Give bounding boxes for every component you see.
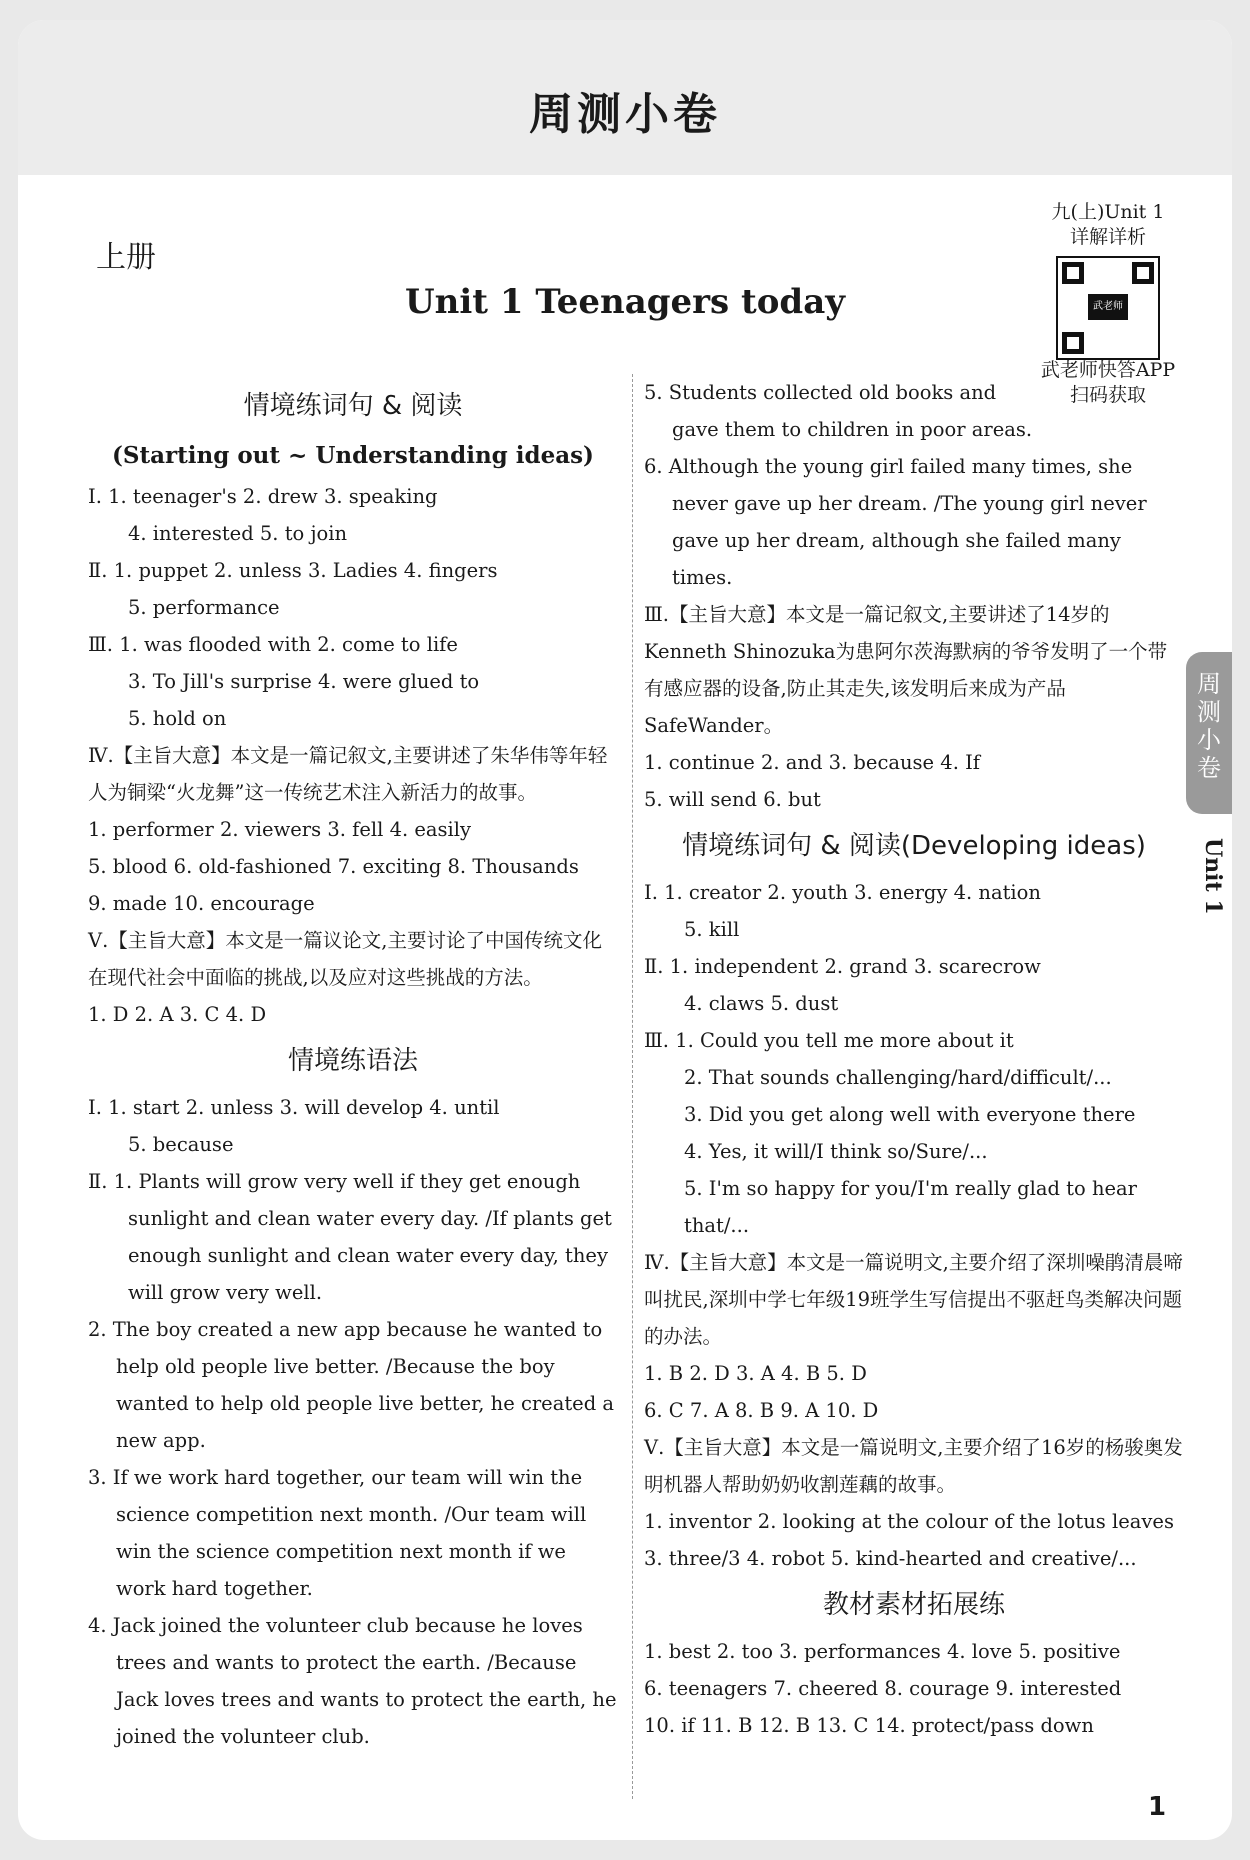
answer-line: 1. performer 2. viewers 3. fell 4. easily bbox=[88, 818, 472, 841]
section-heading: 教材素材拓展练 bbox=[822, 1590, 1005, 1620]
answer-line: 5. performance bbox=[128, 596, 280, 619]
qr-finder bbox=[1132, 262, 1154, 284]
answer-line: Ⅰ. 1. teenager's 2. drew 3. speaking bbox=[88, 485, 438, 508]
answer-line: 4. Yes, it will/I think so/Sure/... bbox=[684, 1140, 988, 1163]
answer-sentence: Ⅱ. 1. Plants will grow very well if they get enough sunlight and clean water every day. /If plants get enough sunlight and clean water every day, they will grow very well. bbox=[88, 1170, 612, 1304]
left-column bbox=[88, 378, 618, 1755]
answer-line: 10. if 11. B 12. B 13. C 14. protect/pass down bbox=[644, 1714, 1094, 1737]
answer-line: 1. B 2. D 3. A 4. B 5. D bbox=[644, 1362, 867, 1385]
answer-line: 4. claws 5. dust bbox=[684, 992, 839, 1015]
qr-caption-line: 武老师快答APP bbox=[1040, 359, 1176, 381]
unit-title: Unit 1 Teenagers today bbox=[405, 282, 845, 322]
summary-paragraph: Ⅳ.【主旨大意】本文是一篇说明文,主要介绍了深圳噪鹃清晨啼叫扰民,深圳中学七年级19班学生写信提出不驱赶鸟类解决问题的办法。 bbox=[644, 1251, 1183, 1348]
qr-finder bbox=[1062, 262, 1084, 284]
answer-sentence: 3. If we work hard together, our team will win the science competition next month. /Our team will win the science competition next month if we work hard together. bbox=[88, 1466, 587, 1600]
answer-sentence: 6. Although the young girl failed many times, she never gave up her dream. /The young girl never gave up her dream, although she failed many times. bbox=[644, 455, 1147, 589]
answer-line: 3. Did you get along well with everyone there bbox=[684, 1103, 1136, 1126]
answer-line: 3. three/3 4. robot 5. kind-hearted and creative/... bbox=[644, 1547, 1137, 1570]
answer-line: 3. To Jill's surprise 4. were glued to bbox=[128, 670, 480, 693]
answer-line: 2. That sounds challenging/hard/difficult/... bbox=[684, 1066, 1112, 1089]
answer-line: 5. I'm so happy for you/I'm really glad to hear that/... bbox=[684, 1177, 1138, 1237]
section-subheading: (Starting out ~ Understanding ideas) bbox=[112, 442, 594, 469]
side-unit-label: Unit 1 bbox=[1200, 838, 1226, 915]
answer-sentence: 2. The boy created a new app because he wanted to help old people live better. /Because the boy wanted to help old people live better, he created a new app. bbox=[88, 1318, 615, 1452]
answer-line: 6. teenagers 7. cheered 8. courage 9. interested bbox=[644, 1677, 1122, 1700]
answer-line: 5. will send 6. but bbox=[644, 788, 821, 811]
qr-caption-line: 九(上)Unit 1 bbox=[1051, 201, 1165, 223]
page-number: 1 bbox=[1148, 1792, 1167, 1822]
qr-badge: 武老师 bbox=[1088, 294, 1128, 320]
section-tag: 上册 bbox=[96, 240, 156, 275]
qr-caption-top bbox=[1023, 200, 1193, 250]
summary-paragraph: Ⅲ.【主旨大意】本文是一篇记叙文,主要讲述了14岁的Kenneth Shinozuka为患阿尔茨海默病的爷爷发明了一个带有感应器的设备,防止其走失,该发明后来成为产品SafeWander。 bbox=[644, 603, 1168, 737]
answer-line: Ⅲ. 1. Could you tell me more about it bbox=[644, 1029, 1014, 1052]
answer-sentence: 4. Jack joined the volunteer club because he loves trees and wants to protect the earth. /Because Jack loves trees and wants to protect the earth, he joined the volunteer club. bbox=[88, 1614, 617, 1748]
answer-line: Ⅰ. 1. creator 2. youth 3. energy 4. nation bbox=[644, 881, 1041, 904]
answer-line: Ⅱ. 1. puppet 2. unless 3. Ladies 4. fingers bbox=[88, 559, 498, 582]
qr-caption-line: 扫码获取 bbox=[1069, 384, 1146, 406]
side-tab[interactable] bbox=[1186, 652, 1232, 814]
section-heading: 情境练词句 & 阅读(Developing ideas) bbox=[682, 831, 1146, 861]
answer-line: Ⅲ. 1. was flooded with 2. come to life bbox=[88, 633, 458, 656]
qr-finder bbox=[1062, 332, 1084, 354]
answer-line: 5. kill bbox=[684, 918, 740, 941]
side-tab-label: 周测小卷 bbox=[1197, 670, 1221, 782]
answer-line: 1. D 2. A 3. C 4. D bbox=[88, 1003, 267, 1026]
right-column bbox=[644, 374, 1184, 1744]
answer-line: 1. inventor 2. looking at the colour of the lotus leaves bbox=[644, 1510, 1174, 1533]
answer-line: Ⅱ. 1. independent 2. grand 3. scarecrow bbox=[644, 955, 1041, 978]
answer-page bbox=[18, 20, 1232, 1840]
answer-line: 5. blood 6. old-fashioned 7. exciting 8. Thousands bbox=[88, 855, 579, 878]
qr-code-icon[interactable] bbox=[1056, 256, 1160, 360]
answer-line: 5. hold on bbox=[128, 707, 227, 730]
answer-line: 1. continue 2. and 3. because 4. If bbox=[644, 751, 981, 774]
answer-line: 9. made 10. encourage bbox=[88, 892, 315, 915]
section-heading: 情境练语法 bbox=[287, 1046, 418, 1076]
answer-sentence: 5. Students collected old books and gave them to children in poor areas. bbox=[644, 381, 1033, 441]
summary-paragraph: Ⅴ.【主旨大意】本文是一篇议论文,主要讨论了中国传统文化在现代社会中面临的挑战,以及应对这些挑战的方法。 bbox=[88, 929, 602, 989]
qr-caption-line: 详解详析 bbox=[1069, 226, 1146, 248]
answer-line: 5. because bbox=[128, 1133, 234, 1156]
answer-line: Ⅰ. 1. start 2. unless 3. will develop 4. until bbox=[88, 1096, 500, 1119]
section-heading: 情境练词句 & 阅读 bbox=[243, 391, 463, 421]
column-divider bbox=[632, 374, 633, 1799]
summary-paragraph: Ⅴ.【主旨大意】本文是一篇说明文,主要介绍了16岁的杨骏奥发明机器人帮助奶奶收割莲藕的故事。 bbox=[644, 1436, 1183, 1496]
answer-line: 6. C 7. A 8. B 9. A 10. D bbox=[644, 1399, 879, 1422]
summary-paragraph: Ⅳ.【主旨大意】本文是一篇记叙文,主要讲述了朱华伟等年轻人为铜梁“火龙舞”这一传统艺术注入新活力的故事。 bbox=[88, 744, 608, 804]
header-banner bbox=[18, 20, 1232, 175]
banner-title: 周测小卷 bbox=[529, 89, 721, 140]
answer-line: 1. best 2. too 3. performances 4. love 5. positive bbox=[644, 1640, 1121, 1663]
answer-line: 4. interested 5. to join bbox=[128, 522, 348, 545]
